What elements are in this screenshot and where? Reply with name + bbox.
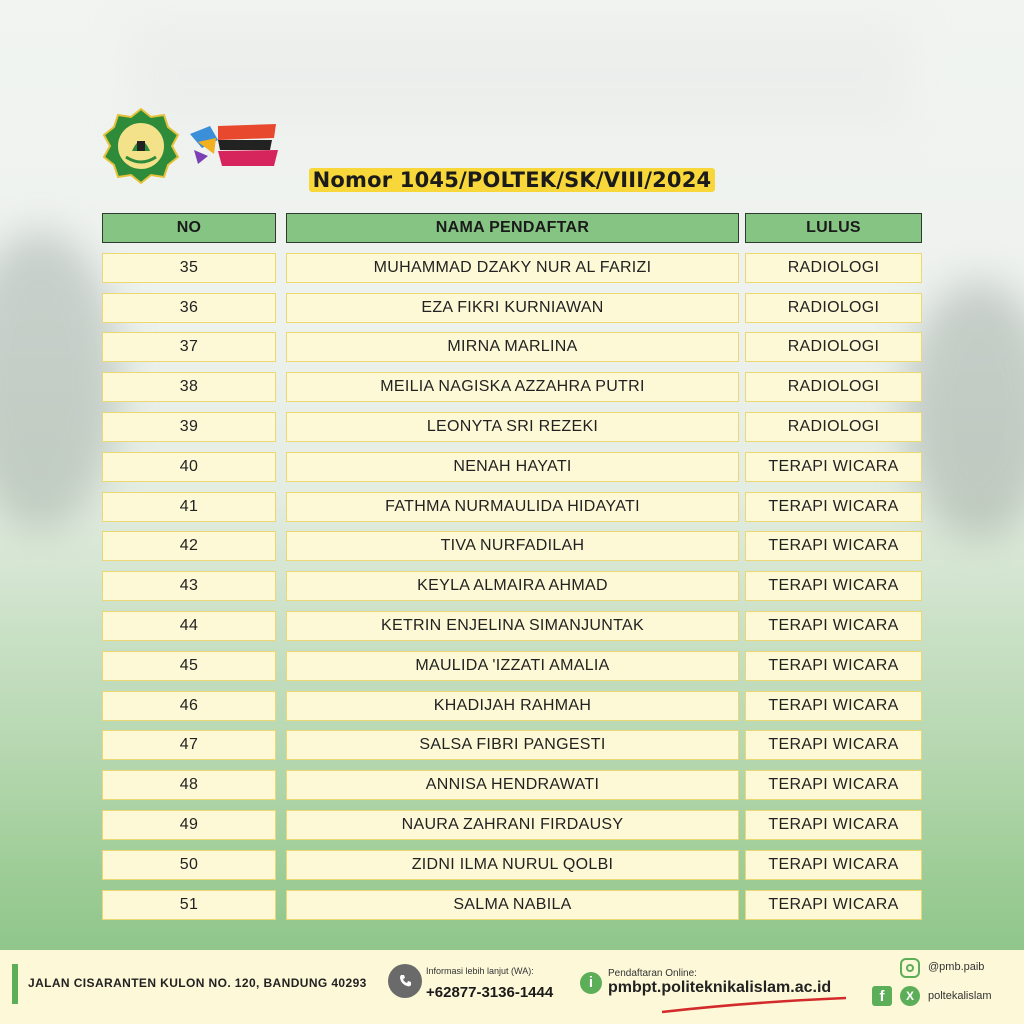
footer-accent-bar: [12, 964, 18, 1004]
cell-no: 43: [102, 571, 276, 601]
registration-label: Pendaftaran Online:: [608, 968, 697, 979]
table-row: [102, 253, 922, 285]
cell-name: KHADIJAH RAHMAH: [286, 691, 739, 721]
table-row: [102, 810, 922, 842]
cell-no: 42: [102, 531, 276, 561]
header-name: NAMA PENDAFTAR: [286, 213, 739, 243]
registration-link[interactable]: pmbpt.politeknikalislam.ac.id: [608, 979, 832, 996]
table-body: [102, 253, 922, 922]
cell-no: 48: [102, 770, 276, 800]
x-twitter-icon[interactable]: X: [900, 986, 920, 1006]
cell-name: ZIDNI ILMA NURUL QOLBI: [286, 850, 739, 880]
cell-no: 39: [102, 412, 276, 442]
cell-no: 46: [102, 691, 276, 721]
cell-lulus: TERAPI WICARA: [745, 492, 922, 522]
table-row: [102, 372, 922, 404]
document-number-text: Nomor 1045/POLTEK/SK/VIII/2024: [309, 168, 716, 192]
cell-name: MAULIDA 'IZZATI AMALIA: [286, 651, 739, 681]
cell-no: 45: [102, 651, 276, 681]
footer-address: JALAN CISARANTEN KULON NO. 120, BANDUNG 40293: [28, 976, 367, 990]
cell-name: LEONYTA SRI REZEKI: [286, 412, 739, 442]
cell-no: 36: [102, 293, 276, 323]
background-photo-right: [904, 280, 1024, 540]
table-row: [102, 611, 922, 643]
footer: [0, 950, 1024, 1024]
cell-lulus: TERAPI WICARA: [745, 890, 922, 920]
whatsapp-label: Informasi lebih lanjut (WA):: [426, 966, 534, 976]
vokasi-logo: [188, 120, 280, 172]
cell-lulus: RADIOLOGI: [745, 253, 922, 283]
table-row: [102, 850, 922, 882]
instagram-icon[interactable]: [900, 958, 920, 978]
cell-no: 40: [102, 452, 276, 482]
whatsapp-number[interactable]: +62877-3136-1444: [426, 984, 554, 1001]
instagram-handle[interactable]: @pmb.paib: [928, 961, 985, 973]
table-row: [102, 293, 922, 325]
cell-lulus: TERAPI WICARA: [745, 611, 922, 641]
cell-name: MIRNA MARLINA: [286, 332, 739, 362]
cell-lulus: TERAPI WICARA: [745, 531, 922, 561]
cell-name: EZA FIKRI KURNIAWAN: [286, 293, 739, 323]
cell-name: MUHAMMAD DZAKY NUR AL FARIZI: [286, 253, 739, 283]
cell-name: FATHMA NURMAULIDA HIDAYATI: [286, 492, 739, 522]
cell-lulus: TERAPI WICARA: [745, 651, 922, 681]
cell-lulus: RADIOLOGI: [745, 412, 922, 442]
cell-no: 44: [102, 611, 276, 641]
cell-no: 38: [102, 372, 276, 402]
table-row: [102, 691, 922, 723]
table-row: [102, 651, 922, 683]
cell-no: 50: [102, 850, 276, 880]
cell-lulus: RADIOLOGI: [745, 332, 922, 362]
facebook-icon[interactable]: f: [872, 986, 892, 1006]
table-row: [102, 770, 922, 802]
whatsapp-icon: [388, 964, 422, 998]
table-row: [102, 452, 922, 484]
cell-name: SALSA FIBRI PANGESTI: [286, 730, 739, 760]
cell-lulus: RADIOLOGI: [745, 372, 922, 402]
cell-name: NAURA ZAHRANI FIRDAUSY: [286, 810, 739, 840]
table-row: [102, 730, 922, 762]
cell-name: MEILIA NAGISKA AZZAHRA PUTRI: [286, 372, 739, 402]
cell-name: SALMA NABILA: [286, 890, 739, 920]
table-row: [102, 531, 922, 563]
cell-lulus: RADIOLOGI: [745, 293, 922, 323]
cell-name: ANNISA HENDRAWATI: [286, 770, 739, 800]
table-row: [102, 332, 922, 364]
social-handle[interactable]: poltekalislam: [928, 990, 992, 1002]
header-lulus: LULUS: [745, 213, 922, 243]
cell-lulus: TERAPI WICARA: [745, 452, 922, 482]
info-icon: i: [580, 972, 602, 994]
table-row: [102, 412, 922, 444]
results-table: [102, 213, 922, 929]
cell-lulus: TERAPI WICARA: [745, 770, 922, 800]
cell-no: 35: [102, 253, 276, 283]
cell-name: KETRIN ENJELINA SIMANJUNTAK: [286, 611, 739, 641]
table-header-row: [102, 213, 922, 245]
cell-no: 47: [102, 730, 276, 760]
cell-no: 49: [102, 810, 276, 840]
table-row: [102, 571, 922, 603]
swoosh-underline: [660, 996, 850, 1016]
document-number: [0, 168, 1024, 192]
cell-lulus: TERAPI WICARA: [745, 691, 922, 721]
table-row: [102, 492, 922, 524]
cell-name: TIVA NURFADILAH: [286, 531, 739, 561]
cell-name: NENAH HAYATI: [286, 452, 739, 482]
cell-no: 37: [102, 332, 276, 362]
table-row: [102, 890, 922, 922]
cell-lulus: TERAPI WICARA: [745, 810, 922, 840]
cell-no: 41: [102, 492, 276, 522]
cell-lulus: TERAPI WICARA: [745, 730, 922, 760]
cell-lulus: TERAPI WICARA: [745, 850, 922, 880]
header-no: NO: [102, 213, 276, 243]
cell-name: KEYLA ALMAIRA AHMAD: [286, 571, 739, 601]
cell-lulus: TERAPI WICARA: [745, 571, 922, 601]
cell-no: 51: [102, 890, 276, 920]
